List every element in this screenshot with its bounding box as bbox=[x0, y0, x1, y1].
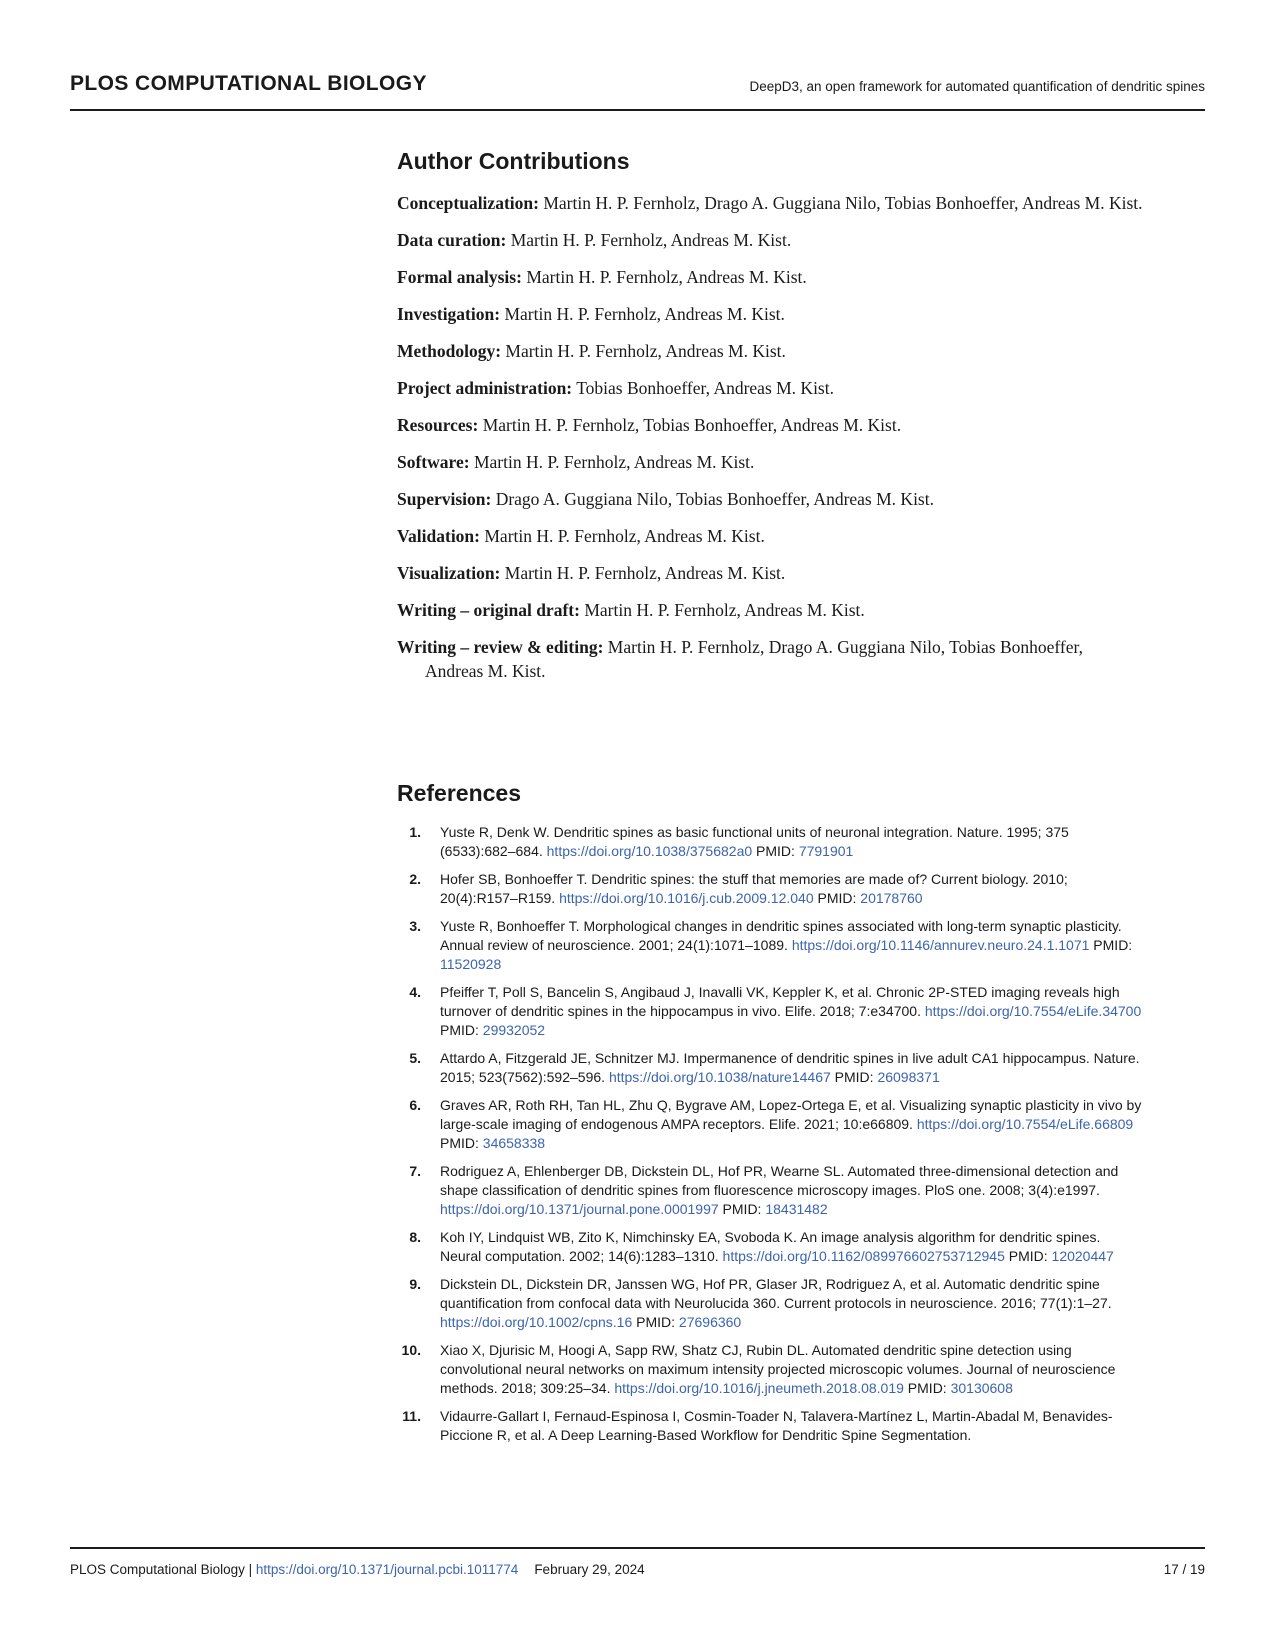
reference-item bbox=[397, 870, 1143, 908]
reference-number: 2. bbox=[409, 871, 421, 887]
footer-doi-link[interactable]: https://doi.org/10.1371/journal.pcbi.1011774 bbox=[255, 1562, 519, 1577]
contribution-role: Writing – review & editing: bbox=[397, 637, 604, 657]
contribution-role: Methodology: bbox=[397, 341, 502, 361]
reference-number: 5. bbox=[409, 1050, 421, 1066]
reference-number: 10. bbox=[401, 1342, 421, 1358]
reference-item bbox=[397, 1275, 1143, 1332]
reference-item bbox=[397, 1228, 1143, 1266]
contribution-role: Project administration: bbox=[397, 378, 573, 398]
reference-link[interactable]: https://doi.org/10.1002/cpns.16 bbox=[440, 1314, 633, 1330]
header-rule bbox=[70, 109, 1205, 111]
reference-link[interactable]: 18431482 bbox=[765, 1201, 828, 1217]
contribution-role: Resources: bbox=[397, 415, 479, 435]
reference-link[interactable]: https://doi.org/10.1038/375682a0 bbox=[546, 843, 753, 859]
reference-item bbox=[397, 1049, 1143, 1087]
reference-text: Pfeiffer T, Poll S, Bancelin S, Angibaud J, Inavalli VK, Keppler K, et al. Chronic 2P-STED imaging reveals high turnover of dendritic spines in the hippocampus in vivo. Elife. 2018; 7:e34700. https://doi.org/10.7554/eLife.34700 PMID: 29932052 bbox=[440, 984, 1142, 1038]
contribution-entry: Resources: Martin H. P. Fernholz, Tobias Bonhoeffer, Andreas M. Kist. bbox=[397, 415, 902, 435]
contribution-role: Conceptualization: bbox=[397, 193, 539, 213]
contribution-role: Writing – original draft: bbox=[397, 600, 580, 620]
contribution-entry: Methodology: Martin H. P. Fernholz, Andreas M. Kist. bbox=[397, 341, 786, 361]
reference-item bbox=[397, 1162, 1143, 1219]
contribution-entry: Writing – review & editing: Martin H. P. Fernholz, Drago A. Guggiana Nilo, Tobias Bonhoeffer, Andreas M. Kist. bbox=[397, 637, 1084, 681]
contribution-entry: Validation: Martin H. P. Fernholz, Andreas M. Kist. bbox=[397, 526, 765, 546]
reference-item bbox=[397, 1341, 1143, 1398]
contribution-role: Visualization: bbox=[397, 563, 501, 583]
page-number: 17 / 19 bbox=[1163, 1562, 1205, 1577]
footer-citation bbox=[70, 1562, 645, 1577]
reference-link[interactable]: https://doi.org/10.7554/eLife.34700 bbox=[924, 1003, 1142, 1019]
reference-text: Hofer SB, Bonhoeffer T. Dendritic spines: the stuff that memories are made of? Current biology. 2010; 20(4):R157–R159. https://doi.org/10.1016/j.cub.2009.12.040 PMID: 20178760 bbox=[440, 871, 1068, 906]
footer-date: February 29, 2024 bbox=[534, 1562, 645, 1577]
reference-number: 9. bbox=[409, 1276, 421, 1292]
page-content bbox=[397, 147, 1143, 1445]
reference-number: 11. bbox=[402, 1408, 421, 1424]
reference-item bbox=[397, 983, 1143, 1040]
page-header bbox=[0, 0, 1275, 96]
contribution-role: Data curation: bbox=[397, 230, 507, 250]
reference-link[interactable]: https://doi.org/10.7554/eLife.66809 bbox=[916, 1116, 1134, 1132]
reference-text: Dickstein DL, Dickstein DR, Janssen WG, Hof PR, Glaser JR, Rodriguez A, et al. Automatic dendritic spine quantification from confocal data with Neurolucida 360. Current protocols in neuroscience. 2016; 77(1):1–27. https://doi.org/10.1002/cpns.16 PMID: 27696360 bbox=[440, 1276, 1112, 1330]
references-heading: References bbox=[397, 780, 522, 806]
reference-number: 1. bbox=[409, 824, 421, 840]
reference-link[interactable]: 34658338 bbox=[482, 1135, 546, 1151]
reference-link[interactable]: https://doi.org/10.1146/annurev.neuro.24.1.1071 bbox=[791, 937, 1090, 953]
reference-item bbox=[397, 1407, 1143, 1445]
references-section bbox=[397, 779, 1143, 1445]
reference-link[interactable]: 12020447 bbox=[1051, 1248, 1114, 1264]
reference-link[interactable]: https://doi.org/10.1162/089976602753712945 bbox=[722, 1248, 1005, 1264]
reference-link[interactable]: https://doi.org/10.1016/j.jneumeth.2018.08.019 bbox=[614, 1380, 904, 1396]
reference-text: Yuste R, Bonhoeffer T. Morphological changes in dendritic spines associated with long-term synaptic plasticity. Annual review of neuroscience. 2001; 24(1):1071–1089. https://doi.org/10.1146/annurev.neuro.24.1.1071 PMID: 11520928 bbox=[440, 918, 1133, 972]
contribution-role: Supervision: bbox=[397, 489, 492, 509]
author-contributions-list bbox=[397, 191, 1143, 683]
contribution-entry: Conceptualization: Martin H. P. Fernholz, Drago A. Guggiana Nilo, Tobias Bonhoeffer, Andreas M. Kist. bbox=[397, 193, 1143, 213]
reference-text: Vidaurre-Gallart I, Fernaud-Espinosa I, Cosmin-Toader N, Talavera-Martínez L, Martin-Abadal M, Benavides-Piccione R, et al. A Deep Learning-Based Workflow for Dendritic Spine Segmentation. bbox=[440, 1408, 1113, 1443]
reference-link[interactable]: https://doi.org/10.1038/nature14467 bbox=[608, 1069, 831, 1085]
reference-item bbox=[397, 1096, 1143, 1153]
reference-link[interactable]: 7791901 bbox=[798, 843, 854, 859]
reference-link[interactable]: 26098371 bbox=[877, 1069, 940, 1085]
contribution-role: Formal analysis: bbox=[397, 267, 522, 287]
reference-link[interactable]: 30130608 bbox=[950, 1380, 1013, 1396]
reference-link[interactable]: 29932052 bbox=[482, 1022, 546, 1038]
contribution-entry: Software: Martin H. P. Fernholz, Andreas M. Kist. bbox=[397, 452, 755, 472]
reference-text: Xiao X, Djurisic M, Hoogi A, Sapp RW, Shatz CJ, Rubin DL. Automated dendritic spine detection using convolutional neural networks on maximum intensity projected microscopic volumes. Journal of neuroscience methods. 2018; 309:25–34. https://doi.org/10.1016/j.jneumeth.2018.08.019 PMID: 30130608 bbox=[440, 1342, 1116, 1396]
contribution-role: Software: bbox=[397, 452, 470, 472]
reference-text: Koh IY, Lindquist WB, Zito K, Nimchinsky EA, Svoboda K. An image analysis algorithm for dendritic spines. Neural computation. 2002; 14(6):1283–1310. https://doi.org/10.1162/089976602753712945 PMID: 12020447 bbox=[440, 1229, 1114, 1264]
reference-number: 6. bbox=[409, 1097, 421, 1113]
reference-link[interactable]: https://doi.org/10.1016/j.cub.2009.12.040 bbox=[559, 890, 814, 906]
contribution-entry: Investigation: Martin H. P. Fernholz, Andreas M. Kist. bbox=[397, 304, 785, 324]
reference-text: Yuste R, Denk W. Dendritic spines as basic functional units of neuronal integration. Nature. 1995; 375 (6533):682–684. https://doi.org/10.1038/375682a0 PMID: 7791901 bbox=[440, 824, 1069, 859]
reference-number: 8. bbox=[409, 1229, 421, 1245]
contribution-role: Validation: bbox=[397, 526, 480, 546]
author-contributions-heading: Author Contributions bbox=[397, 148, 630, 174]
contribution-entry: Data curation: Martin H. P. Fernholz, Andreas M. Kist. bbox=[397, 230, 792, 250]
reference-link[interactable]: 11520928 bbox=[440, 956, 502, 972]
reference-item bbox=[397, 823, 1143, 861]
journal-name: PLOS COMPUTATIONAL BIOLOGY bbox=[70, 72, 427, 95]
contribution-entry: Project administration: Tobias Bonhoeffer, Andreas M. Kist. bbox=[397, 378, 834, 398]
reference-number: 4. bbox=[409, 984, 421, 1000]
reference-number: 3. bbox=[409, 918, 421, 934]
reference-item bbox=[397, 917, 1143, 974]
contribution-entry: Visualization: Martin H. P. Fernholz, Andreas M. Kist. bbox=[397, 563, 786, 583]
reference-text: Rodriguez A, Ehlenberger DB, Dickstein DL, Hof PR, Wearne SL. Automated three-dimensional detection and shape classification of dendritic spines from fluorescence microscopy images. PloS one. 2008; 3(4):e1997. https://doi.org/10.1371/journal.pone.0001997 PMID: 18431482 bbox=[440, 1163, 1119, 1217]
footer-journal-name: PLOS Computational Biology | bbox=[70, 1562, 256, 1577]
reference-text: Attardo A, Fitzgerald JE, Schnitzer MJ. Impermanence of dendritic spines in live adult CA1 hippocampus. Nature. 2015; 523(7562):592–596. https://doi.org/10.1038/nature14467 PMID: 26098371 bbox=[440, 1050, 1140, 1085]
page-footer bbox=[70, 1547, 1205, 1577]
contribution-entry: Formal analysis: Martin H. P. Fernholz, Andreas M. Kist. bbox=[397, 267, 807, 287]
author-contributions-section bbox=[397, 147, 1143, 683]
reference-link[interactable]: https://doi.org/10.1371/journal.pone.0001997 bbox=[440, 1201, 719, 1217]
contribution-entry: Writing – original draft: Martin H. P. Fernholz, Andreas M. Kist. bbox=[397, 600, 865, 620]
running-title: DeepD3, an open framework for automated quantification of dendritic spines bbox=[749, 79, 1205, 94]
reference-number: 7. bbox=[409, 1163, 421, 1179]
contribution-role: Investigation: bbox=[397, 304, 501, 324]
reference-text: Graves AR, Roth RH, Tan HL, Zhu Q, Bygrave AM, Lopez-Ortega E, et al. Visualizing synaptic plasticity in vivo by large-scale imaging of endogenous AMPA receptors. Elife. 2021; 10:e66809. https://doi.org/10.7554/eLife.66809 PMID: 34658338 bbox=[440, 1097, 1142, 1151]
references-list bbox=[397, 823, 1143, 1445]
contribution-entry: Supervision: Drago A. Guggiana Nilo, Tobias Bonhoeffer, Andreas M. Kist. bbox=[397, 489, 934, 509]
reference-link[interactable]: 20178760 bbox=[860, 890, 923, 906]
reference-link[interactable]: 27696360 bbox=[678, 1314, 742, 1330]
